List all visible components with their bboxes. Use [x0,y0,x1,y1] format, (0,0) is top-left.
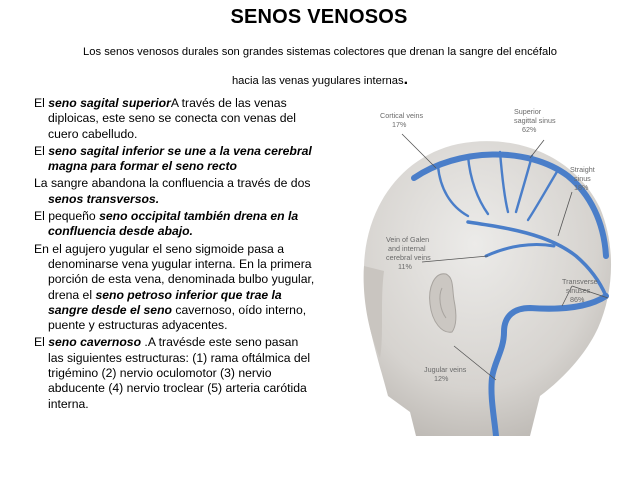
term-inferior-sagittal: seno sagital inferior se une a la vena cerebral magna para formar el seno recto [48,143,312,174]
term-cavernous: seno cavernoso [48,335,142,350]
page-title: SENOS VENOSOS [230,6,408,28]
subtitle-line-2: hacia las venas yugulares internas [231,75,404,87]
venous-sinus-figure [318,96,618,436]
label-superior-sinus: Superior [514,107,542,116]
label-cortical-veins: Cortical veins [380,111,424,120]
term-superior-sagittal: seno sagital superior [48,96,171,110]
label-galen-pct: 11% [398,262,412,271]
label-jugular: Jugular veins [424,365,467,374]
paragraph-cavernous: El seno cavernoso .A travésde este seno pasan las siguientes estructuras: (1) rama oftálmica del trigémino (2) nervio oculomotor (3) nervio abducente (4) nervio troclear (5) arteria carótida interna. [34,335,311,411]
label-superior-sinus-pct: 62% [522,125,537,134]
label-straight-sinus-2: sinus [574,174,591,183]
paragraph-superior-sagittal: El seno sagital superiorA través de las venas diploicas, este seno se conecta con venas del cuero cabelludo. [34,96,296,141]
term-transverse: senos transversos. [48,191,160,206]
label-straight-sinus: Straight [570,165,595,174]
page-subtitle [40,38,600,95]
face-shadow [364,266,384,358]
subtitle-line-1: Los senos venosos durales son grandes sistemas colectores que drenan la sangre del encéfalo [83,46,557,58]
label-jugular-pct: 12% [434,374,449,383]
term-inferior-petrosal: seno petroso inferior que trae la sangre desde el seno [48,287,282,317]
label-transverse-pct: 86% [570,295,585,304]
label-transverse-2: sinuses [566,286,591,295]
paragraph-occipital: El pequeño seno occipital también drena en la confluencia desde abajo. [34,209,299,239]
text-column [34,96,316,414]
term-occipital: seno occipital también drena en la confluencia desde abajo. [48,209,299,239]
paragraph-jugular: En el agujero yugular el seno sigmoide pasa a denominarse vena yugular interna. En la primera porción de esta vena, denominada bulbo yugular, drena el seno petroso inferior que trae la sangre desde el seno cavernoso, oído interno, puente y estructuras adyacentes. [34,241,315,333]
label-superior-sinus-2: sagittal sinus [514,116,556,125]
label-straight-sinus-pct: 18% [574,183,589,192]
paragraph-confluence: La sangre abandona la confluencia a través de dos senos transversos. [34,176,311,206]
head-illustration [318,96,618,436]
label-cortical-veins-pct: 17% [392,120,407,129]
label-transverse: Transverse [562,277,598,286]
subtitle-end: . [403,71,409,88]
label-galen-3: cerebral veins [386,253,431,262]
label-galen: Vein of Galen [386,235,430,244]
paragraph-inferior-sagittal: El seno sagital inferior se une a la vena cerebral magna para formar el seno recto [34,143,312,174]
label-galen-2: and internal [388,244,426,253]
